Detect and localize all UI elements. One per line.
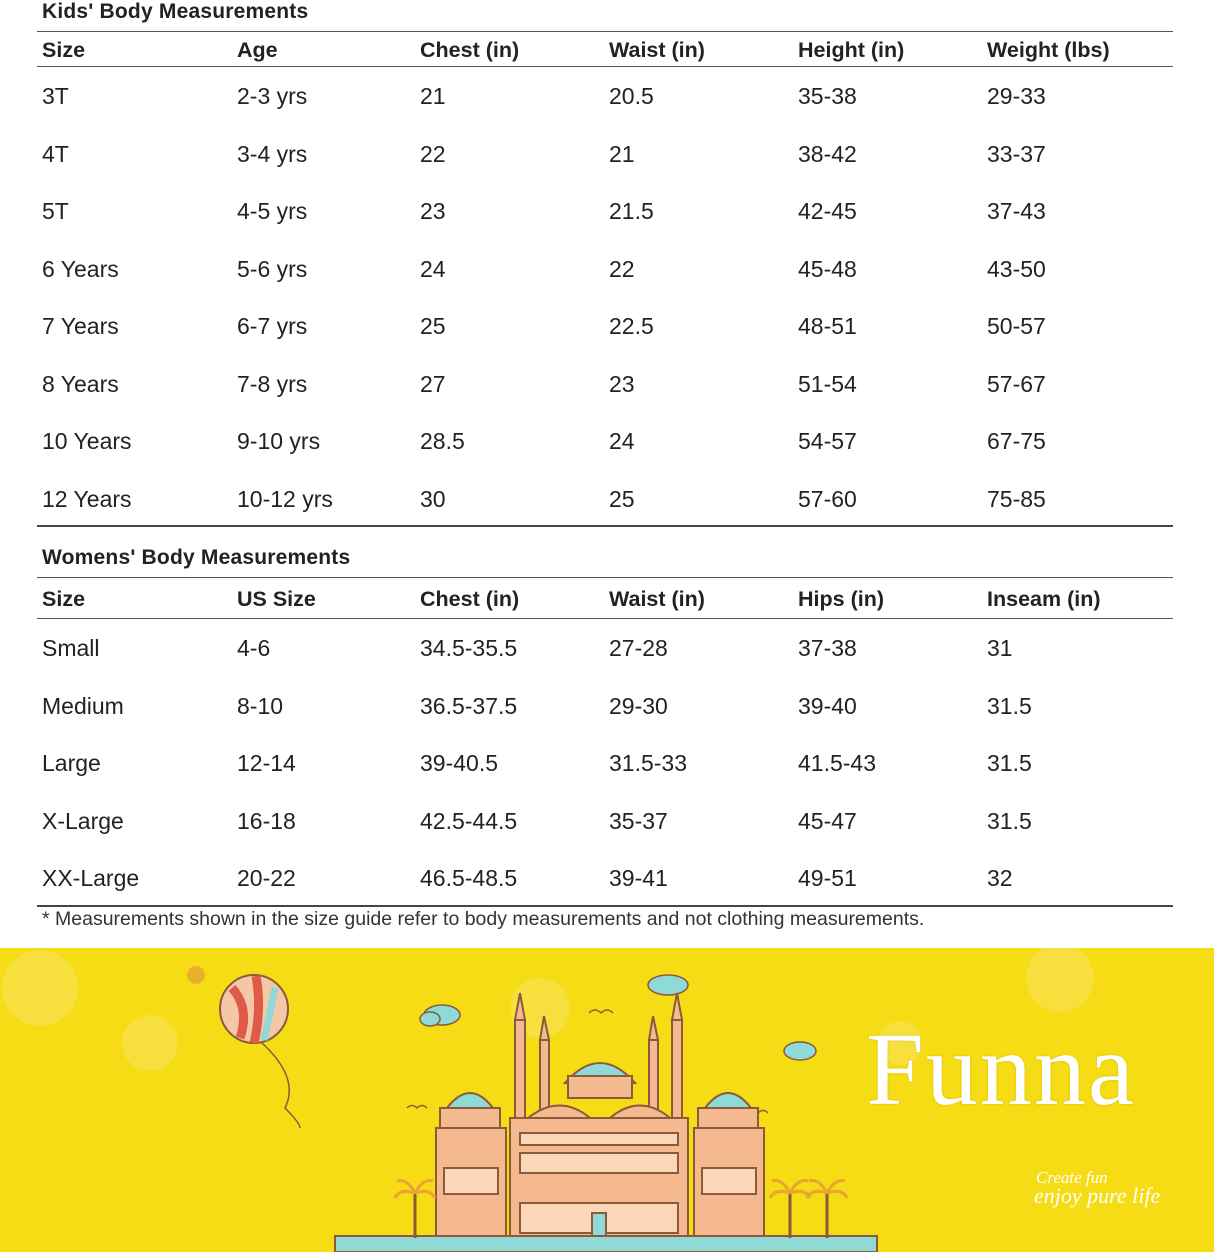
cell-inseam: 31.5 bbox=[987, 693, 1032, 719]
cell-age: 7-8 yrs bbox=[237, 371, 308, 397]
cell-inseam: 31.5 bbox=[987, 750, 1032, 776]
table-row bbox=[0, 750, 1214, 790]
cell-size: Medium bbox=[42, 693, 124, 719]
cell-size: 5T bbox=[42, 198, 69, 224]
cell-height: 45-48 bbox=[798, 256, 857, 282]
cell-age: 3-4 yrs bbox=[237, 141, 308, 167]
womens-header-chest: Chest (in) bbox=[420, 587, 520, 611]
womens-bottom-rule bbox=[37, 905, 1173, 907]
womens-header-inseam: Inseam (in) bbox=[987, 587, 1101, 611]
table-row bbox=[0, 428, 1214, 468]
table-row bbox=[0, 371, 1214, 411]
cell-age: 4-5 yrs bbox=[237, 198, 308, 224]
footnote: * Measurements shown in the size guide refer to body measurements and not clothing measurements. bbox=[42, 908, 925, 930]
kids-header-rule bbox=[37, 66, 1173, 67]
cell-height: 54-57 bbox=[798, 428, 857, 454]
cell-weight: 50-57 bbox=[987, 313, 1046, 339]
cell-height: 48-51 bbox=[798, 313, 857, 339]
cell-age: 10-12 yrs bbox=[237, 486, 333, 512]
cell-size: 4T bbox=[42, 141, 69, 167]
cell-size: 10 Years bbox=[42, 428, 132, 454]
cell-waist: 21.5 bbox=[609, 198, 654, 224]
balloon-icon bbox=[187, 966, 300, 1128]
table-row bbox=[0, 198, 1214, 238]
cell-waist: 22 bbox=[609, 256, 635, 282]
cell-us-size: 16-18 bbox=[237, 808, 296, 834]
table-row bbox=[0, 486, 1214, 526]
cell-us-size: 20-22 bbox=[237, 865, 296, 891]
cell-us-size: 8-10 bbox=[237, 693, 284, 719]
table-row bbox=[0, 635, 1214, 675]
cell-waist: 23 bbox=[609, 371, 635, 397]
cell-height: 57-60 bbox=[798, 486, 857, 512]
cell-us-size: 4-6 bbox=[237, 635, 271, 661]
cell-hips: 41.5-43 bbox=[798, 750, 877, 776]
cell-hips: 37-38 bbox=[798, 635, 857, 661]
table-row bbox=[0, 141, 1214, 181]
womens-header-us-size: US Size bbox=[237, 587, 316, 611]
cell-hips: 49-51 bbox=[798, 865, 857, 891]
cell-waist: 20.5 bbox=[609, 83, 654, 109]
cell-size: 6 Years bbox=[42, 256, 119, 282]
cell-height: 35-38 bbox=[798, 83, 857, 109]
cell-chest: 42.5-44.5 bbox=[420, 808, 518, 834]
cell-height: 42-45 bbox=[798, 198, 857, 224]
womens-header-size: Size bbox=[42, 587, 86, 611]
kids-header-age: Age bbox=[237, 38, 278, 62]
cell-inseam: 31.5 bbox=[987, 808, 1032, 834]
table-row bbox=[0, 865, 1214, 905]
cell-size: XX-Large bbox=[42, 865, 140, 891]
kids-header-row bbox=[0, 38, 1214, 78]
cell-chest: 39-40.5 bbox=[420, 750, 499, 776]
cell-weight: 43-50 bbox=[987, 256, 1046, 282]
cell-age: 6-7 yrs bbox=[237, 313, 308, 339]
cell-chest: 28.5 bbox=[420, 428, 465, 454]
cell-hips: 39-40 bbox=[798, 693, 857, 719]
cell-waist: 21 bbox=[609, 141, 635, 167]
cell-size: 3T bbox=[42, 83, 69, 109]
kids-section-title: Kids' Body Measurements bbox=[42, 0, 309, 23]
cell-inseam: 31 bbox=[987, 635, 1013, 661]
cell-chest: 24 bbox=[420, 256, 446, 282]
table-row bbox=[0, 256, 1214, 296]
cell-size: 12 Years bbox=[42, 486, 132, 512]
cell-waist: 25 bbox=[609, 486, 635, 512]
table-row bbox=[0, 313, 1214, 353]
kids-header-weight: Weight (lbs) bbox=[987, 38, 1110, 62]
cell-chest: 23 bbox=[420, 198, 446, 224]
womens-header-row bbox=[0, 587, 1214, 627]
cell-waist: 35-37 bbox=[609, 808, 668, 834]
cell-size: Small bbox=[42, 635, 100, 661]
cell-chest: 34.5-35.5 bbox=[420, 635, 518, 661]
table-row bbox=[0, 693, 1214, 733]
cell-us-size: 12-14 bbox=[237, 750, 296, 776]
cell-age: 5-6 yrs bbox=[237, 256, 308, 282]
cell-size: Large bbox=[42, 750, 101, 776]
womens-section-title: Womens' Body Measurements bbox=[42, 546, 351, 569]
cell-waist: 27-28 bbox=[609, 635, 668, 661]
cell-chest: 25 bbox=[420, 313, 446, 339]
cell-weight: 33-37 bbox=[987, 141, 1046, 167]
kids-header-chest: Chest (in) bbox=[420, 38, 520, 62]
cell-weight: 29-33 bbox=[987, 83, 1046, 109]
kids-header-size: Size bbox=[42, 38, 86, 62]
womens-header-waist: Waist (in) bbox=[609, 587, 705, 611]
cell-height: 51-54 bbox=[798, 371, 857, 397]
brand-banner bbox=[0, 948, 1214, 1252]
brand-tagline-line2: enjoy pure life bbox=[1034, 1183, 1161, 1208]
womens-top-rule bbox=[37, 577, 1173, 578]
cell-weight: 57-67 bbox=[987, 371, 1046, 397]
kids-header-waist: Waist (in) bbox=[609, 38, 705, 62]
cell-chest: 46.5-48.5 bbox=[420, 865, 518, 891]
cell-waist: 31.5-33 bbox=[609, 750, 688, 776]
cell-size: 7 Years bbox=[42, 313, 119, 339]
cell-waist: 24 bbox=[609, 428, 635, 454]
kids-top-rule bbox=[37, 31, 1173, 32]
cell-age: 2-3 yrs bbox=[237, 83, 308, 109]
cell-weight: 67-75 bbox=[987, 428, 1046, 454]
cell-chest: 30 bbox=[420, 486, 446, 512]
cell-hips: 45-47 bbox=[798, 808, 857, 834]
cell-waist: 39-41 bbox=[609, 865, 668, 891]
cell-inseam: 32 bbox=[987, 865, 1013, 891]
table-row bbox=[0, 808, 1214, 848]
cell-chest: 21 bbox=[420, 83, 446, 109]
cell-weight: 75-85 bbox=[987, 486, 1046, 512]
cell-chest: 36.5-37.5 bbox=[420, 693, 518, 719]
cell-size: 8 Years bbox=[42, 371, 119, 397]
brand-tagline-line1: Create fun bbox=[1036, 1168, 1108, 1187]
table-row bbox=[0, 83, 1214, 123]
womens-header-hips: Hips (in) bbox=[798, 587, 884, 611]
cell-height: 38-42 bbox=[798, 141, 857, 167]
cell-chest: 22 bbox=[420, 141, 446, 167]
cell-age: 9-10 yrs bbox=[237, 428, 321, 454]
kids-bottom-rule bbox=[37, 525, 1173, 527]
brand-logo: Funna bbox=[866, 1012, 1136, 1127]
cell-weight: 37-43 bbox=[987, 198, 1046, 224]
cloud-icons bbox=[420, 975, 816, 1060]
cell-size: X-Large bbox=[42, 808, 124, 834]
cell-chest: 27 bbox=[420, 371, 446, 397]
cell-waist: 29-30 bbox=[609, 693, 668, 719]
kids-header-height: Height (in) bbox=[798, 38, 905, 62]
womens-header-rule bbox=[37, 618, 1173, 619]
cell-waist: 22.5 bbox=[609, 313, 654, 339]
